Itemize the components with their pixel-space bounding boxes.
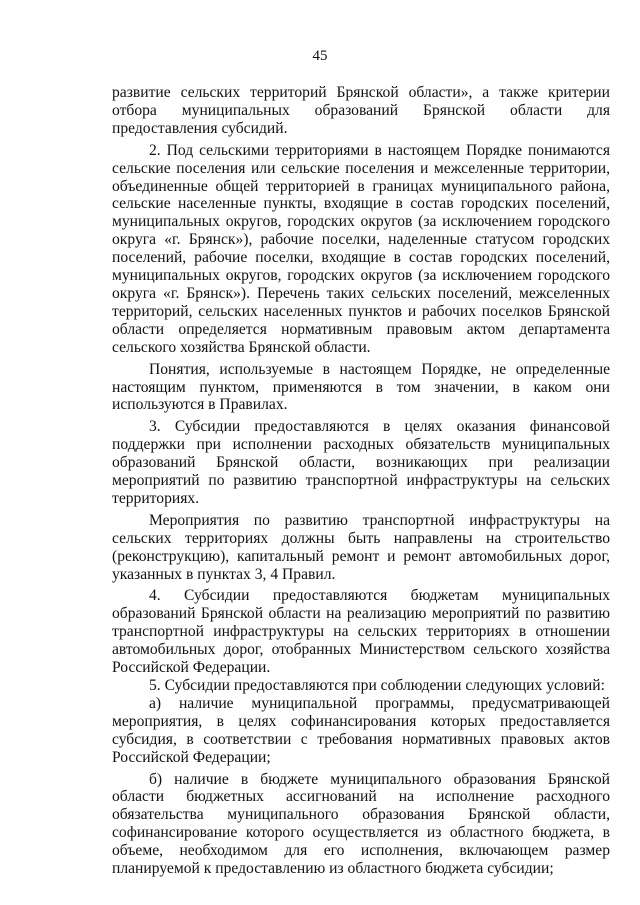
paragraph-item-5: 5. Субсидии предоставляются при соблюдении следующих условий: [149,677,605,694]
paragraph-measures: Мероприятия по развитию транспортной инфраструктуры на сельских территориях должны быть направлены на строительство (реконструкцию), капитальный ремонт и ремонт автомобильных дорог, указанных в пунктах 3, 4 Правил. [112,511,610,583]
paragraph-item-4: 4. Субсидии предоставляются бюджетам муниципальных образований Брянской области на реализацию мероприятий по развитию транспортной инфраструктуры на сельских территориях в отношении автомобильных дорог, отобранных Министерством сельского хозяйства Российской Федерации. [112,587,610,677]
document-body [112,84,610,878]
page-number: 45 [312,48,328,64]
paragraph-item-2: 2. Под сельскими территориями в настоящем Порядке понимаются сельские поселения или сельские поселения и межселенные территории, объединенные общей территорией в границах муниципального района, сельские населенные пункты, входящие в состав городских поселений, муниципальных округов, городских округов (за исключением городского округа «г. Брянск»), рабочие поселки, наделенные статусом городских поселений, рабочие поселки, входящие в состав городских поселений, муниципальных округов, городских округов (за исключением городского округа «г. Брянск»). Перечень таких сельских поселений, межселенных территорий, сельских населенных пунктов и рабочих поселков Брянской области определяется нормативным правовым актом департамента сельского хозяйства Брянской области. [112,141,610,356]
paragraph-condition-a: а) наличие муниципальной программы, предусматривающей мероприятия, в целях софинансирования которых предоставляется субсидия, в соответствии с требования нормативных правовых актов Российской Федерации; [112,694,610,766]
paragraph-item-3: 3. Субсидии предоставляются в целях оказания финансовой поддержки при исполнении расходных обязательств муниципальных образований Брянской области, возникающих при реализации мероприятий по развитию транспортной инфраструктуры на сельских территориях. [112,418,610,507]
paragraph-condition-b: б) наличие в бюджете муниципального образования Брянской области бюджетных ассигнований на исполнение расходного обязательства муниципального образования Брянской области, софинансирование которого осуществляется из областного бюджета, в объеме, необходимом для его исполнения, включающем размер планируемой к предоставлению из областного бюджета субсидии; [112,770,610,878]
paragraph-concepts: Понятия, используемые в настоящем Порядке, не определенные настоящим пунктом, применяются в том значении, в каком они используются в Правилах. [112,360,610,414]
paragraph-continuation: развитие сельских территорий Брянской области», а также критерии отбора муниципальных образований Брянской области для предоставления субсидий. [112,84,610,137]
